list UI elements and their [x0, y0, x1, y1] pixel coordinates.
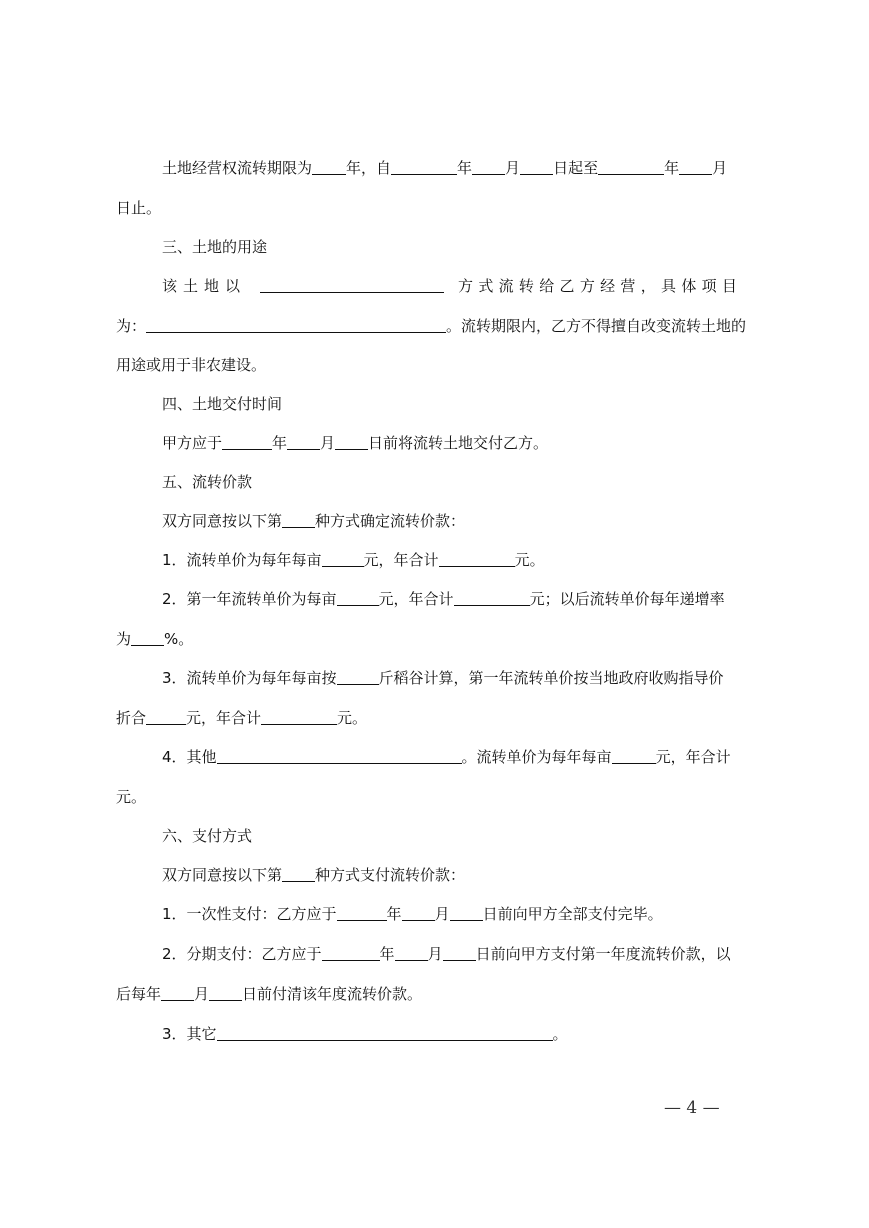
blank-field[interactable]: [287, 433, 320, 450]
text: 土地经营权流转期限为: [162, 159, 313, 177]
text: 。流转单价为每年每亩: [461, 748, 612, 766]
blank-field[interactable]: [395, 944, 428, 961]
text: 年: [457, 159, 473, 177]
text: 月: [505, 159, 521, 177]
text: 。流转期限内，乙方不得擅自改变流转土地的: [446, 317, 747, 335]
text: 为: [116, 630, 132, 648]
blank-field[interactable]: [146, 316, 446, 333]
text: 4．其他: [162, 748, 217, 766]
section-heading: 三、土地的用途: [162, 238, 268, 256]
text: 。: [552, 1025, 568, 1043]
text: 年: [272, 434, 288, 452]
payment-option-1: [162, 902, 761, 926]
blank-field[interactable]: [335, 433, 368, 450]
blank-field[interactable]: [454, 589, 530, 606]
blank-field[interactable]: [161, 984, 194, 1001]
text: 元；以后流转单价每年递增率: [529, 590, 725, 608]
blank-field[interactable]: [443, 944, 476, 961]
payment-option-2: [162, 942, 761, 966]
text: 月: [712, 159, 728, 177]
text: 元，年合计: [186, 709, 262, 727]
section-heading: 四、土地交付时间: [162, 395, 283, 413]
price-option-3-cont: [116, 706, 761, 730]
price-option-4: [162, 745, 761, 769]
text: 年: [386, 905, 402, 923]
text: 元。: [337, 709, 368, 727]
usage-line-2: [116, 314, 761, 338]
text: 方式流转给乙方经营，具体项目: [458, 277, 743, 295]
text: 元，年合计: [655, 748, 731, 766]
term-line-1: [162, 156, 761, 180]
text: 1．一次性支付：乙方应于: [162, 905, 337, 923]
text: 月: [320, 434, 336, 452]
text: 为：: [116, 317, 147, 335]
blank-field[interactable]: [209, 984, 242, 1001]
blank-field[interactable]: [679, 158, 712, 175]
text: 日前付清该年度流转价款。: [242, 985, 423, 1003]
payment-option-3: [162, 1022, 761, 1046]
blank-field[interactable]: [337, 668, 379, 685]
blank-field[interactable]: [598, 158, 664, 175]
blank-field[interactable]: [520, 158, 553, 175]
text: 2．第一年流转单价为每亩: [162, 590, 337, 608]
blank-field[interactable]: [391, 158, 457, 175]
text: 双方同意按以下第: [162, 512, 283, 530]
text: 元。: [514, 551, 545, 569]
text: 年: [379, 945, 395, 963]
blank-field[interactable]: [282, 511, 315, 528]
text: 日前向甲方全部支付完毕。: [482, 905, 663, 923]
text: 3．其它: [162, 1025, 217, 1043]
text: 种方式确定流转价款：: [315, 512, 466, 530]
blank-field[interactable]: [312, 158, 346, 175]
section-heading: 五、流转价款: [162, 473, 253, 491]
text: 年: [664, 159, 680, 177]
text: 月: [434, 905, 450, 923]
price-option-3: [162, 666, 761, 690]
text: %。: [164, 630, 194, 648]
text: 1．流转单价为每年每亩: [162, 551, 322, 569]
term-line-2: 日止。: [116, 199, 162, 217]
text: 2．分期支付：乙方应于: [162, 945, 322, 963]
text: 双方同意按以下第: [162, 866, 283, 884]
blank-field[interactable]: [217, 1024, 553, 1041]
blank-field[interactable]: [146, 708, 186, 725]
text: 斤稻谷计算，第一年流转单价按当地政府收购指导价: [378, 669, 724, 687]
blank-field[interactable]: [222, 433, 272, 450]
blank-field[interactable]: [612, 747, 656, 764]
price-option-4-cont: 元。: [116, 788, 147, 806]
blank-field[interactable]: [337, 589, 379, 606]
text: 种方式支付流转价款：: [315, 866, 466, 884]
price-option-2: [162, 587, 761, 611]
blank-field[interactable]: [337, 904, 387, 921]
text: 日前向甲方支付第一年度流转价款，以: [475, 945, 731, 963]
text: 元，年合计: [363, 551, 439, 569]
blank-field[interactable]: [322, 550, 364, 567]
blank-field[interactable]: [131, 629, 164, 646]
blank-field[interactable]: [472, 158, 505, 175]
blank-field[interactable]: [450, 904, 483, 921]
payment-intro: [162, 863, 761, 887]
delivery-line: [162, 431, 761, 455]
page-number: — 4 —: [664, 1098, 720, 1118]
payment-option-2-cont: [116, 982, 761, 1006]
text: 日起至: [553, 159, 599, 177]
text: 月: [194, 985, 210, 1003]
blank-field[interactable]: [282, 865, 315, 882]
text: 该土地以: [162, 277, 247, 295]
blank-field[interactable]: [261, 708, 337, 725]
section-heading: 六、支付方式: [162, 827, 253, 845]
text: 3．流转单价为每年每亩按: [162, 669, 337, 687]
text: 甲方应于: [162, 434, 223, 452]
text: 年，自: [346, 159, 392, 177]
text: 后每年: [116, 985, 162, 1003]
text: 元，年合计: [378, 590, 454, 608]
price-option-1: [162, 548, 761, 572]
text: 月: [427, 945, 443, 963]
usage-line-1: [162, 274, 761, 298]
text: 日前将流转土地交付乙方。: [368, 434, 549, 452]
blank-field[interactable]: [402, 904, 435, 921]
text: 折合: [116, 709, 147, 727]
price-option-2-cont: [116, 627, 761, 651]
usage-line-3: 用途或用于非农建设。: [116, 356, 267, 374]
price-intro: [162, 509, 761, 533]
blank-field[interactable]: [260, 276, 444, 293]
blank-field[interactable]: [439, 550, 515, 567]
blank-field[interactable]: [217, 747, 462, 764]
blank-field[interactable]: [322, 944, 380, 961]
